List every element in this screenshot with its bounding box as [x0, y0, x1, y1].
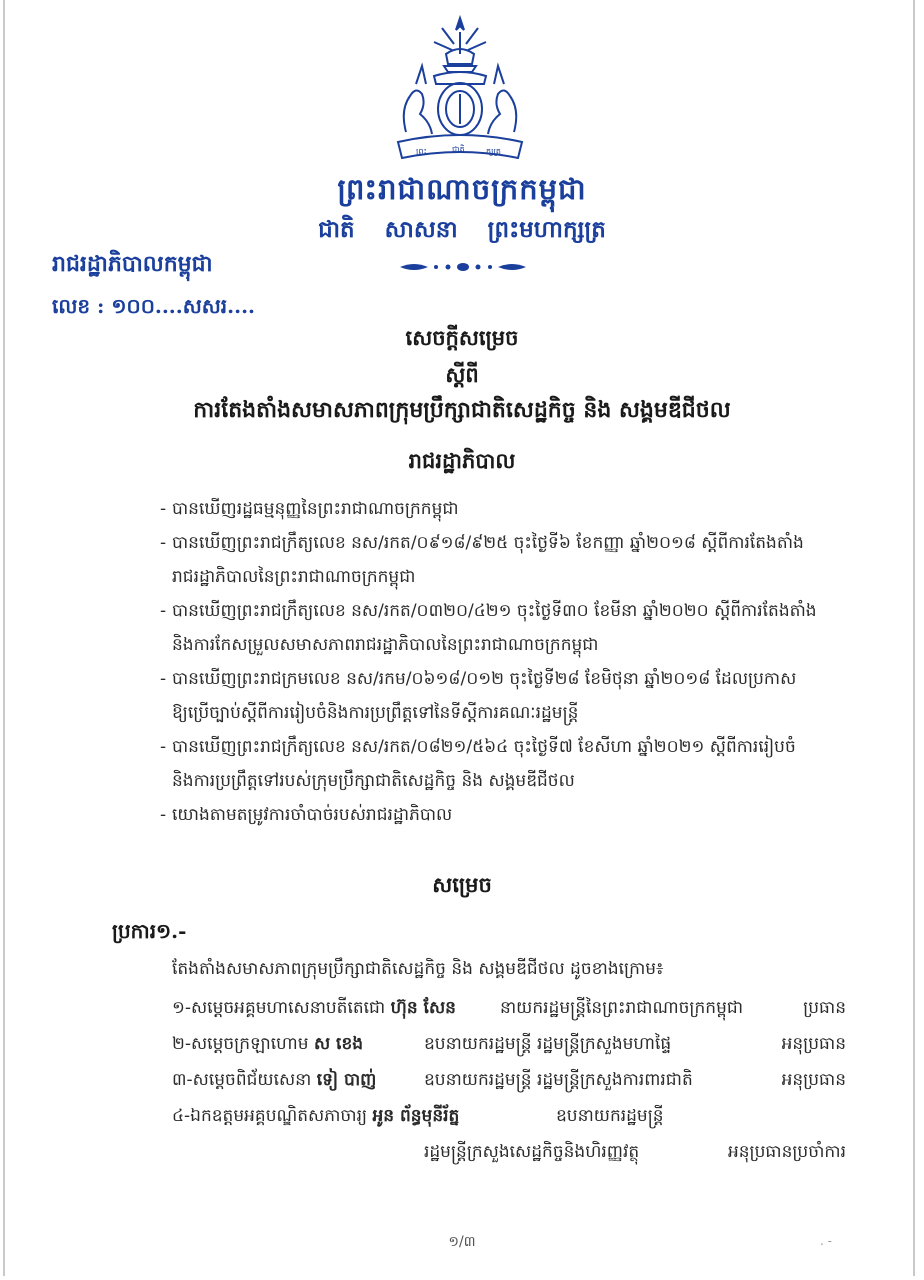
member-name: អូន ព័ន្ធមុនីរ័ត្ន — [372, 1106, 460, 1126]
member-role: អនុប្រធាន — [781, 1034, 846, 1054]
clause-line: បានឃើញព្រះរាជក្រឹត្យលេខ នស/រកត/០៩១៨/៩២៥ ចុះថ្ងៃទី៦ ខែកញ្ញា ឆ្នាំ២០១៨ ស្តីពីការតែងតាំង — [172, 533, 804, 553]
clause-line: បានឃើញព្រះរាជក្រមលេខ នស/រកម/០៦១៨/០១២ ចុះថ្ងៃទី២៨ ខែមិថុនា ឆ្នាំ២០១៨ ដែលប្រកាស — [172, 669, 797, 689]
member-position: ឧបនាយករដ្ឋមន្ត្រី រដ្ឋមន្ត្រីក្រសួងមហាផ្ទៃ — [424, 1034, 672, 1054]
clause-item: - បានឃើញព្រះរាជក្រឹត្យលេខ នស/រកត/០៣២០/៤២១ ចុះថ្ងៃទី៣០ ខែមីនា ឆ្នាំ២០២០ ស្តីពីការតែងតាំង និងការកែសម្រួលសមាសភាពរាជរដ្ឋាភិបាលនៃព្រះរាជាណាចក្រកម្ពុជា — [160, 594, 860, 662]
member-position: ឧបនាយករដ្ឋមន្ត្រី — [556, 1106, 664, 1126]
clause-item: - បានឃើញរដ្ឋធម្មនុញ្ញនៃព្រះរាជាណាចក្រកម្ពុជា — [160, 492, 860, 526]
clause-line-continued: រាជរដ្ឋាភិបាលនៃព្រះរាជាណាចក្រកម្ពុជា — [172, 567, 416, 587]
national-motto: ជាតិ សាសនា ព្រះមហាក្សត្រ — [318, 216, 606, 243]
clause-line: យោងតាមតម្រូវការចាំបាច់របស់រាជរដ្ឋាភិបាល — [172, 805, 453, 825]
clause-line: បានឃើញព្រះរាជក្រឹត្យលេខ នស/រកត/០៣២០/៤២១ ចុះថ្ងៃទី៣០ ខែមីនា ឆ្នាំ២០២០ ស្តីពីការតែងតាំង — [172, 601, 817, 621]
member-title: ៣-សម្តេចពិជ័យសេនា — [172, 1070, 312, 1090]
clause-line-continued: និងការកែសម្រួលសមាសភាពរាជរដ្ឋាភិបាលនៃព្រះរាជាណាចក្រកម្ពុជា — [172, 635, 599, 655]
member-title: ១-សម្តេចអគ្គមហាសេនាបតីតេជោ — [172, 998, 386, 1018]
member-role: ប្រធាន — [803, 998, 846, 1018]
member-title: ៤-ឯកឧត្តមអគ្គបណ្ឌិតសភាចារ្យ — [172, 1106, 368, 1126]
kingdom-title: ព្រះរាជាណាចក្រកម្ពុជា — [337, 172, 587, 206]
article-1-heading: ប្រការ១.- — [112, 919, 187, 943]
member-position: នាយករដ្ឋមន្ត្រីនៃព្រះរាជាណាចក្រកម្ពុជា — [500, 998, 744, 1018]
footer-marks: . - — [820, 1234, 832, 1248]
clause-line: បានឃើញព្រះរាជក្រឹត្យលេខ នស/រកត/០៨២១/៥៦៤ ចុះថ្ងៃទី៧ ខែសីហា ឆ្នាំ២០២១ ស្តីពីការរៀបចំ — [172, 737, 796, 757]
about-label: ស្តីពី — [445, 362, 479, 387]
decision-heading: សម្រេច — [432, 872, 492, 897]
member-row — [172, 1134, 846, 1170]
member-row — [172, 1026, 846, 1062]
royal-coat-of-arms-icon — [386, 14, 534, 166]
member-name: ទៀ បាញ់ — [316, 1070, 377, 1090]
member-role: អនុប្រធាន — [781, 1070, 846, 1090]
member-row — [172, 1062, 846, 1098]
member-row — [172, 990, 846, 1026]
article-1-intro: តែងតាំងសមាសភាពក្រុមប្រឹក្សាជាតិសេដ្ឋកិច្ច និង សង្គមឌីជីថល ដូចខាងក្រោម៖ — [172, 959, 664, 979]
member-title: ២-សម្តេចក្រឡាហោម — [172, 1034, 309, 1054]
member-name: ស ខេង — [313, 1034, 364, 1054]
issuing-government: រាជរដ្ឋាភិបាលកម្ពុជា — [52, 251, 213, 277]
member-list — [172, 990, 846, 1170]
preamble-clauses — [160, 492, 860, 832]
decision-title: សេចក្តីសម្រេច — [405, 325, 519, 350]
government-heading: រាជរដ្ឋាភិបាល — [408, 448, 516, 473]
decision-subject: ការតែងតាំងសមាសភាពក្រុមប្រឹក្សាជាតិសេដ្ឋកិច្ច និង សង្គមឌីជីថល — [193, 397, 731, 423]
clause-item: - បានឃើញព្រះរាជក្រឹត្យលេខ នស/រកត/០៨២១/៥៦៤ ចុះថ្ងៃទី៧ ខែសីហា ឆ្នាំ២០២១ ស្តីពីការរៀបចំ និងការប្រព្រឹត្តទៅរបស់ក្រុមប្រឹក្សាជាតិសេដ្ឋកិច្ច និង សង្គមឌីជីថល — [160, 730, 860, 798]
clause-item: - បានឃើញព្រះរាជក្រមលេខ នស/រកម/០៦១៨/០១២ ចុះថ្ងៃទី២៨ ខែមិថុនា ឆ្នាំ២០១៨ ដែលប្រកាស ឱ្យប្រើច្បាប់ស្តីពីការរៀបចំនិងការប្រព្រឹត្តទៅនៃទីស្តីការគណៈរដ្ឋមន្ត្រី — [160, 662, 860, 730]
document-number: លេខ : ១០០....សសរ.... — [52, 294, 255, 318]
member-position: រដ្ឋមន្ត្រីក្រសួងសេដ្ឋកិច្ចនិងហិរញ្ញវត្ថុ — [424, 1142, 640, 1162]
svg-text:ព្រះ: ព្រះ — [416, 147, 427, 156]
clause-line: បានឃើញរដ្ឋធម្មនុញ្ញនៃព្រះរាជាណាចក្រកម្ពុជា — [172, 499, 459, 519]
clause-item: - បានឃើញព្រះរាជក្រឹត្យលេខ នស/រកត/០៩១៨/៩២៥ ចុះថ្ងៃទី៦ ខែកញ្ញា ឆ្នាំ២០១៨ ស្តីពីការតែងតាំង រាជរដ្ឋាភិបាលនៃព្រះរាជាណាចក្រកម្ពុជា — [160, 526, 860, 594]
page-number: ១/៣ — [448, 1234, 476, 1250]
clause-line-continued: និងការប្រព្រឹត្តទៅរបស់ក្រុមប្រឹក្សាជាតិសេដ្ឋកិច្ច និង សង្គមឌីជីថល — [172, 771, 575, 791]
clause-line-continued: ឱ្យប្រើច្បាប់ស្តីពីការរៀបចំនិងការប្រព្រឹត្តទៅនៃទីស្តីការគណៈរដ្ឋមន្ត្រី — [172, 703, 579, 723]
divider-ornament-icon — [396, 258, 530, 276]
member-role: អនុប្រធានប្រចាំការ — [727, 1142, 846, 1162]
clause-item: - យោងតាមតម្រូវការចាំបាច់របស់រាជរដ្ឋាភិបាល — [160, 798, 860, 832]
svg-text:ជាតិ: ជាតិ — [452, 145, 465, 154]
member-name: ហ៊ុន សែន — [390, 998, 456, 1018]
member-row — [172, 1098, 846, 1134]
member-position: ឧបនាយករដ្ឋមន្ត្រី រដ្ឋមន្ត្រីក្រសួងការពារជាតិ — [424, 1070, 693, 1090]
svg-text:ក្សត្រ: ក្សត្រ — [486, 147, 501, 156]
